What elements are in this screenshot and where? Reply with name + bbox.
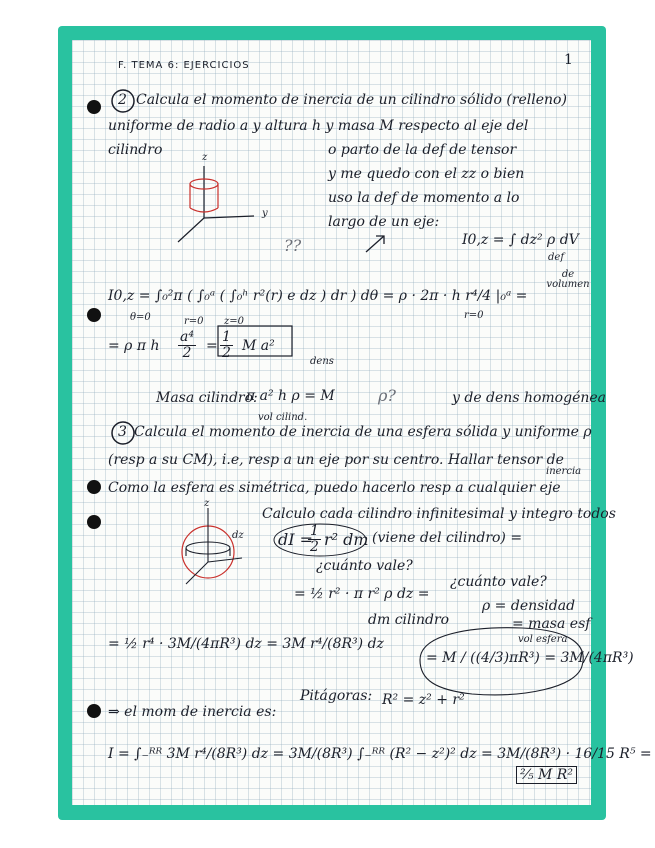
masa-cilindro-label: Masa cilindro: bbox=[156, 390, 258, 406]
binder-hole bbox=[87, 515, 101, 529]
cuanto-vale-1: ¿cuánto vale? bbox=[316, 558, 413, 574]
sphere-z-label: z bbox=[204, 498, 210, 509]
final-integral-equation: I = ∫₋ᴿᴿ 3M r⁴/(8R³) dz = 3M/(8R³) ∫₋ᴿᴿ (R² − z²)² dz = 3M/(8R³) · 16/15 R⁵ = bbox=[108, 746, 652, 762]
pitagoras-equation: R² = z² + r² bbox=[382, 692, 465, 708]
cuanto-vale-2: ¿cuánto vale? bbox=[450, 574, 547, 590]
ex2-note2: y me quedo con el zz o bien bbox=[328, 166, 525, 182]
limit-r-eval: r=0 bbox=[464, 310, 484, 321]
binder-hole bbox=[87, 480, 101, 494]
ex2-line3: cilindro bbox=[108, 142, 163, 158]
ex3-line2: (resp a su CM), i.e, resp a un eje por su centro. Hallar tensor de bbox=[108, 452, 564, 468]
label-de-volumen: de volumen bbox=[546, 269, 590, 290]
question-marks: ?? bbox=[284, 236, 302, 255]
dI-tail: r² dm bbox=[324, 530, 369, 549]
dm-cilindro: dm cilindro bbox=[368, 612, 450, 628]
mass-expression: π a² h ρ = M bbox=[246, 388, 335, 404]
vol-cilind-label: vol cilind. bbox=[258, 412, 308, 423]
ex3-line4: Calculo cada cilindro infinitesimal y integro todos bbox=[262, 506, 616, 522]
dI-prefix: dI = bbox=[278, 530, 314, 549]
vol-esfera: vol esfera bbox=[518, 634, 568, 645]
ex2-line2: uniforme de radio a y altura h y masa M respecto al eje del bbox=[108, 118, 529, 134]
result-fraction bbox=[178, 330, 196, 360]
rho-fraction-expression: = M / ((4/3)πR³) = 3M/(4πR³) bbox=[426, 650, 634, 666]
binder-hole bbox=[87, 100, 101, 114]
limit-r: r=0 bbox=[184, 316, 204, 327]
rho-densidad: ρ = densidad bbox=[482, 598, 576, 614]
dI-ellipse bbox=[272, 522, 368, 558]
mom-inercia-label: ⇒ el mom de inercia es: bbox=[108, 704, 277, 720]
final-result: ⅖ M R² bbox=[516, 766, 577, 784]
dI-fraction-numerator: 1 bbox=[310, 523, 319, 539]
page-number: 1 bbox=[564, 52, 573, 68]
arrow-icon bbox=[364, 232, 388, 254]
pitagoras-label: Pitágoras: bbox=[300, 688, 373, 704]
notebook-page bbox=[72, 40, 652, 805]
exercise-number: 3 bbox=[118, 424, 127, 440]
result-equals: = bbox=[206, 338, 218, 354]
final-tail: M a² bbox=[242, 338, 275, 354]
axis-z-label: z bbox=[202, 152, 208, 163]
step3: = ½ r⁴ · 3M/(4πR³) dz = 3M r⁴/(8R³) dz bbox=[108, 636, 384, 652]
step2: = ½ r² · π r² ρ dz = bbox=[294, 586, 430, 602]
ex3-line2b: inercia bbox=[546, 466, 582, 477]
page-title: F. TEMA 6: EJERCICIOS bbox=[118, 60, 250, 71]
dens-label: dens bbox=[310, 356, 334, 367]
final-result-box bbox=[216, 324, 296, 364]
exercise-number: 2 bbox=[118, 92, 127, 108]
triple-integral-equation: I0,z = ∫₀²π ( ∫₀ᵃ ( ∫₀ʰ r²(r) e dz ) dr ) dθ = ρ · 2π · h r⁴/4 |₀ᵃ = bbox=[108, 288, 528, 304]
dens-homogenea: y de dens homogénea bbox=[452, 390, 606, 406]
ex3-line3: Como la esfera es simétrica, puedo hacerlo resp a cualquier eje bbox=[108, 480, 561, 496]
ex2-note4: largo de un eje: bbox=[328, 214, 440, 230]
dI-note: (viene del cilindro) = bbox=[372, 530, 523, 546]
dI-fraction-denominator: 2 bbox=[310, 538, 319, 555]
axis-y-label: y bbox=[262, 208, 268, 219]
inertia-definition: I0,z = ∫ dz² ρ dV bbox=[462, 232, 579, 248]
limit-z: z=0 bbox=[224, 316, 245, 327]
ex2-note1: o parto de la def de tensor bbox=[328, 142, 517, 158]
final-fraction-denominator: 2 bbox=[222, 344, 231, 361]
result-fraction-denominator: 2 bbox=[182, 344, 192, 361]
ex3-line1: Calcula el momento de inercia de una esfera sólida y uniforme ρ bbox=[134, 424, 592, 440]
label-def: def bbox=[548, 252, 565, 263]
limit-theta: θ=0 bbox=[130, 312, 151, 323]
binder-hole bbox=[87, 308, 101, 322]
masa-esf: = masa esf bbox=[512, 616, 591, 632]
result-fraction-numerator: a⁴ bbox=[180, 329, 194, 345]
rho-question: ρ? bbox=[378, 386, 396, 405]
cylinder-sketch bbox=[168, 158, 288, 250]
final-fraction-numerator: 1 bbox=[222, 329, 231, 345]
result-rho-pi-h: = ρ π h bbox=[108, 338, 160, 354]
ex2-line1: Calcula el momento de inercia de un cilindro sólido (relleno) bbox=[136, 92, 567, 108]
ex2-note3: uso la def de momento a lo bbox=[328, 190, 520, 206]
sphere-sketch bbox=[168, 502, 258, 592]
binder-hole bbox=[87, 704, 101, 718]
sphere-dz-label: dz bbox=[232, 530, 244, 541]
